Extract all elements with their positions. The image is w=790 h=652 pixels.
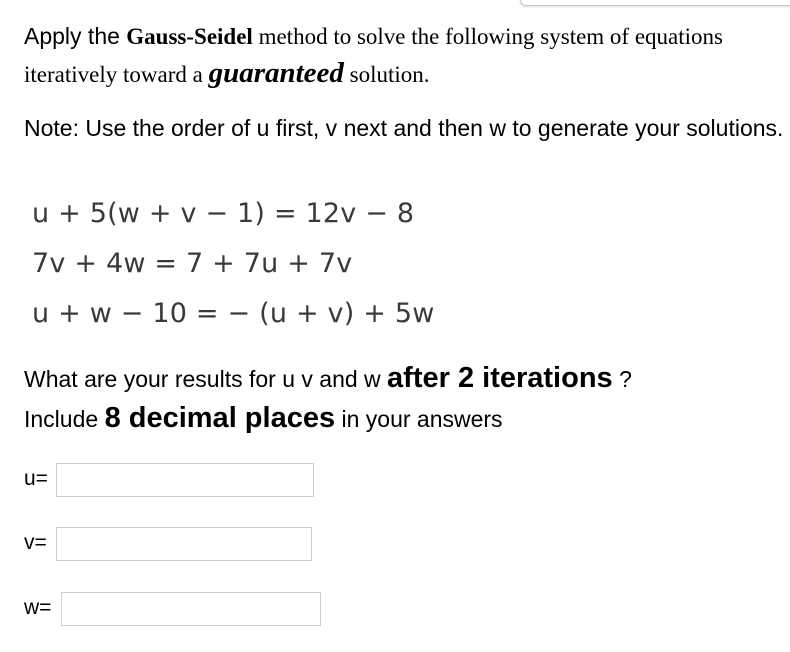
question-text-3: Include (24, 406, 105, 432)
question-line-2 (24, 400, 503, 437)
emphasis-guaranteed: guaranteed (208, 57, 344, 89)
w-label: w= (24, 596, 52, 619)
equation-2: 7v + 4w = 7 + 7u + 7v (32, 248, 353, 279)
question-text-2: ? (612, 366, 632, 392)
order-note: Note: Use the order of u first, v next and then w to generate your solutions. (24, 115, 784, 141)
v-label: v= (24, 531, 47, 554)
intro-text-3: solution. (343, 62, 430, 87)
intro-text-2: method to solve the following system of equations iteratively toward a (24, 24, 723, 87)
equation-3: u + w − 10 = − (u + v) + 5w (32, 298, 435, 329)
u-label: u= (24, 467, 48, 490)
question-bold-iterations: after 2 iterations (387, 362, 613, 394)
top-panel-edge (520, 0, 790, 6)
u-answer-input[interactable] (56, 463, 314, 497)
problem-intro (24, 18, 774, 93)
question-line-1 (24, 360, 632, 397)
intro-text-1: Apply the (24, 23, 127, 49)
w-answer-input[interactable] (61, 592, 321, 626)
question-bold-decimals: 8 decimal places (104, 402, 336, 434)
question-text-4: in your answers (335, 406, 503, 432)
v-answer-input[interactable] (56, 527, 312, 561)
equation-1: u + 5(w + v − 1) = 12v − 8 (32, 198, 415, 229)
question-text-1: What are your results for u v and w (24, 366, 388, 392)
method-name: Gauss-Seidel (126, 24, 253, 49)
